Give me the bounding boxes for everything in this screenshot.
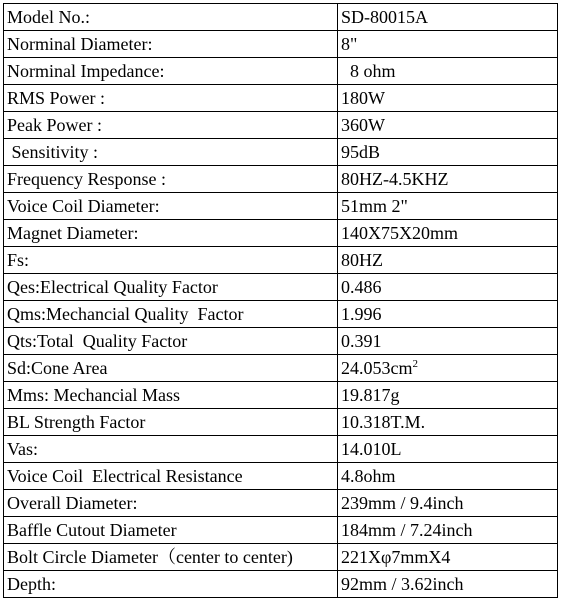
table-row xyxy=(4,436,558,463)
spec-value: 180W xyxy=(338,85,558,112)
spec-value: 0.486 xyxy=(338,274,558,301)
spec-label xyxy=(4,463,338,490)
spec-value: 14.010L xyxy=(338,436,558,463)
spec-label xyxy=(4,328,338,355)
spec-label: Norminal Diameter: xyxy=(4,31,338,58)
spec-value: 8" xyxy=(338,31,558,58)
spec-label xyxy=(4,301,338,328)
superscript: 2 xyxy=(412,358,418,370)
table-row xyxy=(4,220,558,247)
table-row xyxy=(4,85,558,112)
spec-value: 239mm / 9.4inch xyxy=(338,490,558,517)
spec-value: 1.996 xyxy=(338,301,558,328)
spec-label: Magnet Diameter: xyxy=(4,220,338,247)
spec-value-text: 8 ohm xyxy=(341,61,396,81)
table-row xyxy=(4,355,558,382)
table-row xyxy=(4,571,558,598)
table-row xyxy=(4,382,558,409)
table-row xyxy=(4,409,558,436)
spec-label: Bolt Circle Diameter（center to center) xyxy=(4,544,338,571)
table-row xyxy=(4,490,558,517)
spec-label xyxy=(4,139,338,166)
spec-label-text: Sensitivity : xyxy=(7,142,99,162)
spec-label: Norminal Impedance: xyxy=(4,58,338,85)
table-row xyxy=(4,4,558,31)
spec-label: Sd:Cone Area xyxy=(4,355,338,382)
spec-label: Overall Diameter: xyxy=(4,490,338,517)
spec-label-text: Qts:Total Quality Factor xyxy=(7,331,188,351)
spec-value: 95dB xyxy=(338,139,558,166)
table-row xyxy=(4,517,558,544)
spec-label: Mms: Mechancial Mass xyxy=(4,382,338,409)
spec-value: 92mm / 3.62inch xyxy=(338,571,558,598)
spec-value: 10.318T.M. xyxy=(338,409,558,436)
table-row xyxy=(4,544,558,571)
spec-label: RMS Power : xyxy=(4,85,338,112)
spec-label: BL Strength Factor xyxy=(4,409,338,436)
spec-value: 19.817g xyxy=(338,382,558,409)
spec-value: 51mm 2" xyxy=(338,193,558,220)
table-row xyxy=(4,463,558,490)
spec-value xyxy=(338,355,558,382)
table-row xyxy=(4,301,558,328)
spec-value: 140X75X20mm xyxy=(338,220,558,247)
spec-label: Qes:Electrical Quality Factor xyxy=(4,274,338,301)
spec-label: Peak Power : xyxy=(4,112,338,139)
spec-value: 0.391 xyxy=(338,328,558,355)
table-row xyxy=(4,274,558,301)
spec-label: Frequency Response : xyxy=(4,166,338,193)
spec-label: Baffle Cutout Diameter xyxy=(4,517,338,544)
spec-value: 4.8ohm xyxy=(338,463,558,490)
spec-value: 221Xφ7mmX4 xyxy=(338,544,558,571)
table-row xyxy=(4,166,558,193)
table-row xyxy=(4,139,558,166)
spec-value: 360W xyxy=(338,112,558,139)
spec-value: 80HZ-4.5KHZ xyxy=(338,166,558,193)
spec-label: Depth: xyxy=(4,571,338,598)
spec-value-text: 24.053cm xyxy=(341,358,413,378)
spec-label: Model No.: xyxy=(4,4,338,31)
speaker-spec-table xyxy=(3,3,558,598)
spec-label: Voice Coil Diameter: xyxy=(4,193,338,220)
spec-label: Vas: xyxy=(4,436,338,463)
table-row xyxy=(4,247,558,274)
spec-label-text: Qms:Mechancial Quality Factor xyxy=(7,304,244,324)
spec-label: Fs: xyxy=(4,247,338,274)
table-row xyxy=(4,193,558,220)
table-row xyxy=(4,112,558,139)
table-row xyxy=(4,58,558,85)
spec-label-text: Voice Coil Electrical Resistance xyxy=(7,466,243,486)
table-row xyxy=(4,328,558,355)
spec-value: 184mm / 7.24inch xyxy=(338,517,558,544)
spec-value: SD-80015A xyxy=(338,4,558,31)
spec-value: 80HZ xyxy=(338,247,558,274)
spec-value xyxy=(338,58,558,85)
table-row xyxy=(4,31,558,58)
